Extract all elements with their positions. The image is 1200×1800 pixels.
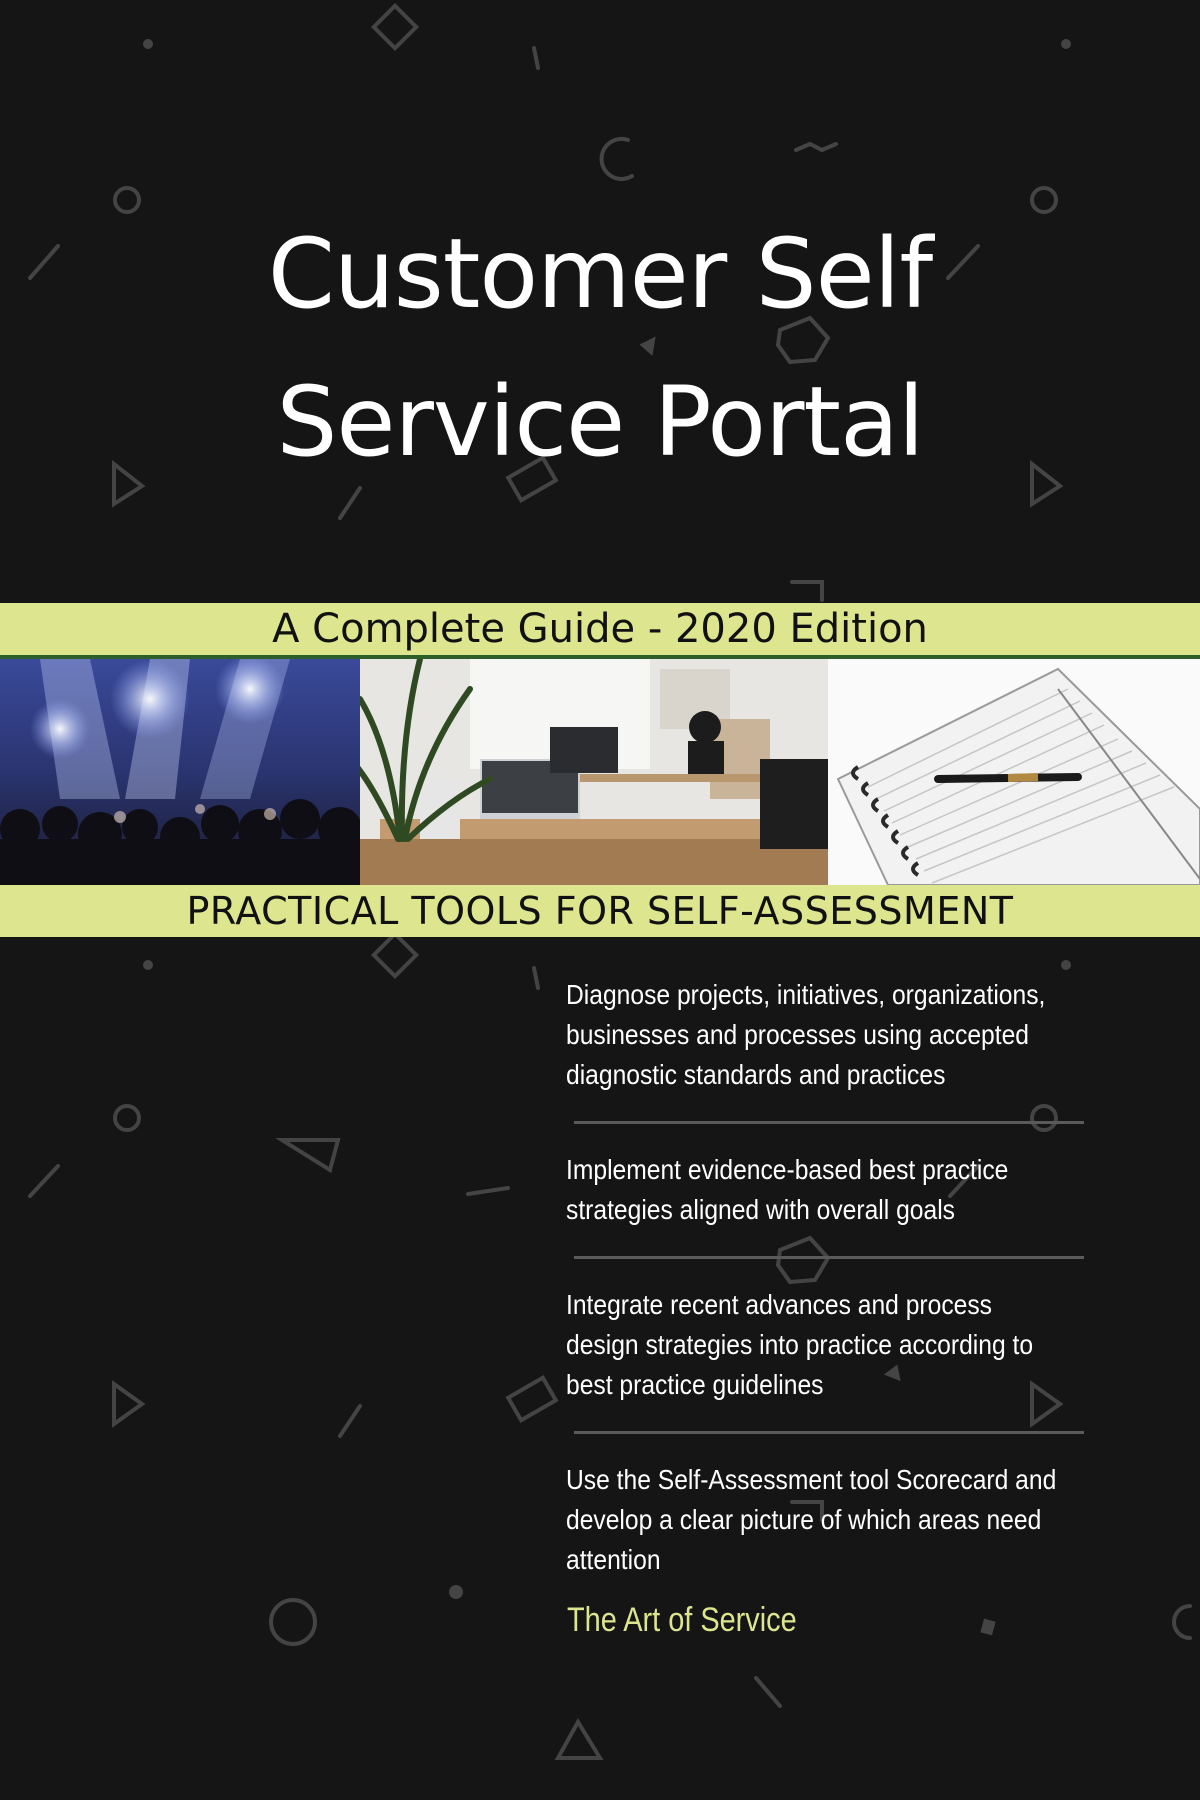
book-title — [0, 200, 1200, 496]
feature-divider — [574, 1431, 1084, 1434]
feature-item-integrate: Integrate recent advances and process design strategies into practice according to best practice guidelines — [566, 1289, 1034, 1400]
tagline-band — [0, 885, 1200, 937]
notebook-pen-photo-icon — [828, 659, 1200, 885]
feature-item-diagnose: Diagnose projects, initiatives, organizations, businesses and processes using accepted diagnostic standards and practices — [566, 979, 1046, 1090]
feature-divider — [574, 1121, 1084, 1124]
book-tagline: PRACTICAL TOOLS FOR SELF-ASSESSMENT — [186, 889, 1014, 933]
office-photo-icon — [360, 659, 828, 885]
feature-list — [566, 975, 1076, 1580]
publisher-name: The Art of Service — [567, 1601, 797, 1639]
feature-item-implement: Implement evidence-based best practice strategies aligned with overall goals — [566, 1154, 1009, 1225]
feature-divider — [574, 1256, 1084, 1259]
subtitle-band — [0, 603, 1200, 659]
book-subtitle: A Complete Guide - 2020 Edition — [272, 606, 928, 652]
book-title-line-1: Customer Self — [267, 218, 933, 330]
photo-strip — [0, 659, 1200, 885]
feature-item-scorecard: Use the Self-Assessment tool Scorecard and develop a clear picture of which areas need attention — [566, 1464, 1057, 1575]
book-title-line-2: Service Portal — [276, 366, 924, 478]
concert-photo-icon — [0, 659, 360, 885]
